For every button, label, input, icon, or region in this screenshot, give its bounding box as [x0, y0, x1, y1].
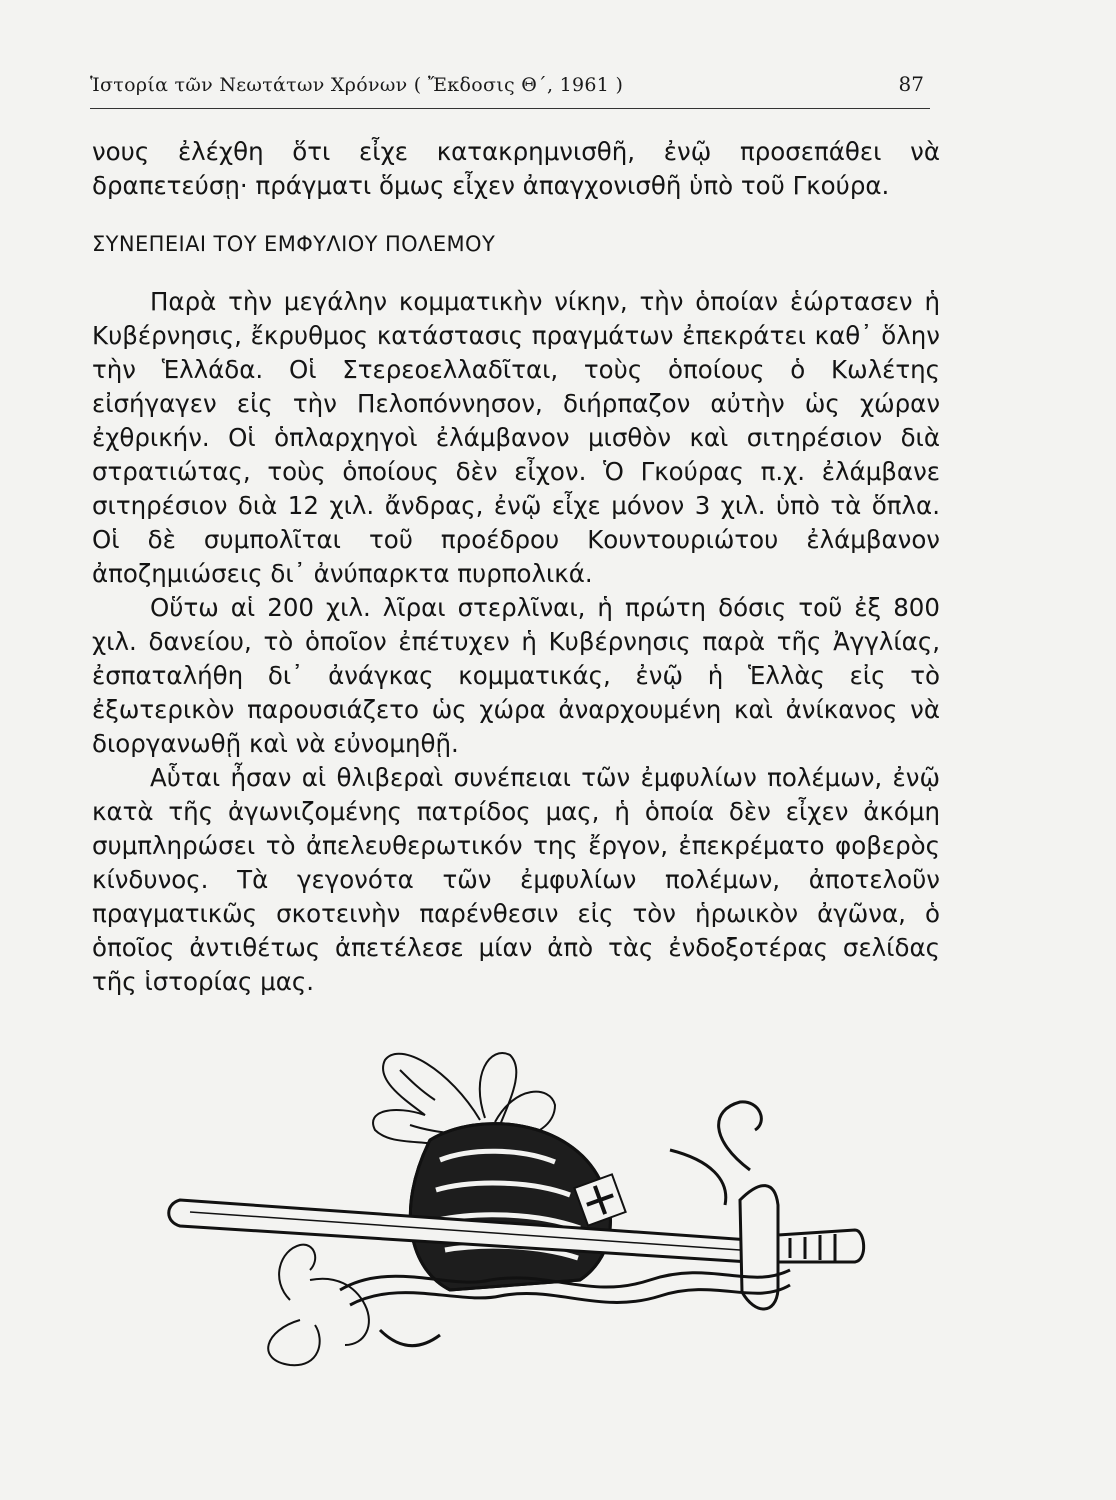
section-heading: ΣΥΝΕΠΕΙΑΙ ΤΟΥ ΕΜΦΥΛΙΟΥ ΠΟΛΕΜΟΥ: [92, 232, 496, 256]
paragraph: Οὕτω αἱ 200 χιλ. λῖραι στερλῖναι, ἡ πρώτη δόσις τοῦ ἐξ 800 χιλ. δανείου, τὸ ὁποῖον ἐπέτυχεν ἡ Κυβέρνησις παρὰ τῆς Ἀγγλίας, ἐσπαταλήθη δι᾽ ἀνάγκας κομματικάς, ἐνῷ ἡ Ἑλλὰς εἰς τὸ ἐξωτερικὸν παρουσιάζετο ὡς χώρα ἀναρχουμένη καὶ ἀνίκανος νὰ διοργανωθῇ καὶ νὰ εὐνομηθῇ.: [92, 593, 940, 758]
page-number: 87: [898, 72, 924, 96]
running-title: Ἱστορία τῶν Νεωτάτων Χρόνων ( Ἔκδοσις Θ΄, 1961 ): [90, 74, 624, 96]
page-header: [90, 68, 930, 109]
paragraph: Παρὰ τὴν μεγάλην κομματικὴν νίκην, τὴν ὁποίαν ἑώρτασεν ἡ Κυβέρνησις, ἔκρυθμος κατάστασις πραγμάτων ἐπεκράτει καθ᾽ ὅλην τὴν Ἑλλάδα. Οἱ Στερεοελλαδῖται, τοὺς ὁποίους ὁ Κωλέτης εἰσήγαγεν εἰς τὴν Πελοπόννησον, διήρπαζον αὐτὴν ὡς χώραν ἐχθρικήν. Οἱ ὁπλαρχηγοὶ ἐλάμβανον μισθὸν καὶ σιτηρέσιον διὰ στρατιώτας, τοὺς ὁποίους δὲν εἶχον. Ὁ Γκούρας π.χ. ἐλάμβανε σιτηρέσιον διὰ 12 χιλ. ἄνδρας, ἐνῷ εἶχε μόνον 3 χιλ. ὑπὸ τὰ ὅπλα. Οἱ δὲ συμπολῖται τοῦ προέδρου Κουντουριώτου ἐλάμβανον ἀποζημιώσεις δι᾽ ἀνύπαρκτα πυρπολικά.: [92, 287, 940, 588]
body-text: [92, 135, 940, 999]
paragraph: Αὗται ἦσαν αἱ θλιβεραὶ συνέπειαι τῶν ἐμφυλίων πολέμων, ἐνῷ κατὰ τῆς ἀγωνιζομένης πατρίδος μας, ἡ ὁποία δὲν εἶχεν ἀκόμη συμπληρώσει τὸ ἀπελευθερωτικόν της ἔργον, ἐπεκρέματο φοβερὸς κίνδυνος. Τὰ γεγονότα τῶν ἐμφυλίων πολέμων, ἀποτελοῦν πραγματικῶς σκοτεινὴν παρένθεσιν εἰς τὸν ἡρωικὸν ἀγῶνα, ὁ ὁποῖος ἀντιθέτως ἀπετέλεσε μίαν ἀπὸ τὰς ἐνδοξοτέρας σελίδας τῆς ἱστορίας μας.: [92, 763, 940, 996]
paragraph-continuation: νους ἐλέχθη ὅτι εἶχε κατακρημνισθῆ, ἐνῷ προσεπάθει νὰ δραπετεύσῃ· πράγματι ὅμως εἶχεν ἀπαγχονισθῆ ὑπὸ τοῦ Γκούρα.: [92, 137, 940, 200]
sword-hilt-icon: [719, 1102, 864, 1309]
helmet-and-sword-icon: [150, 1030, 870, 1370]
